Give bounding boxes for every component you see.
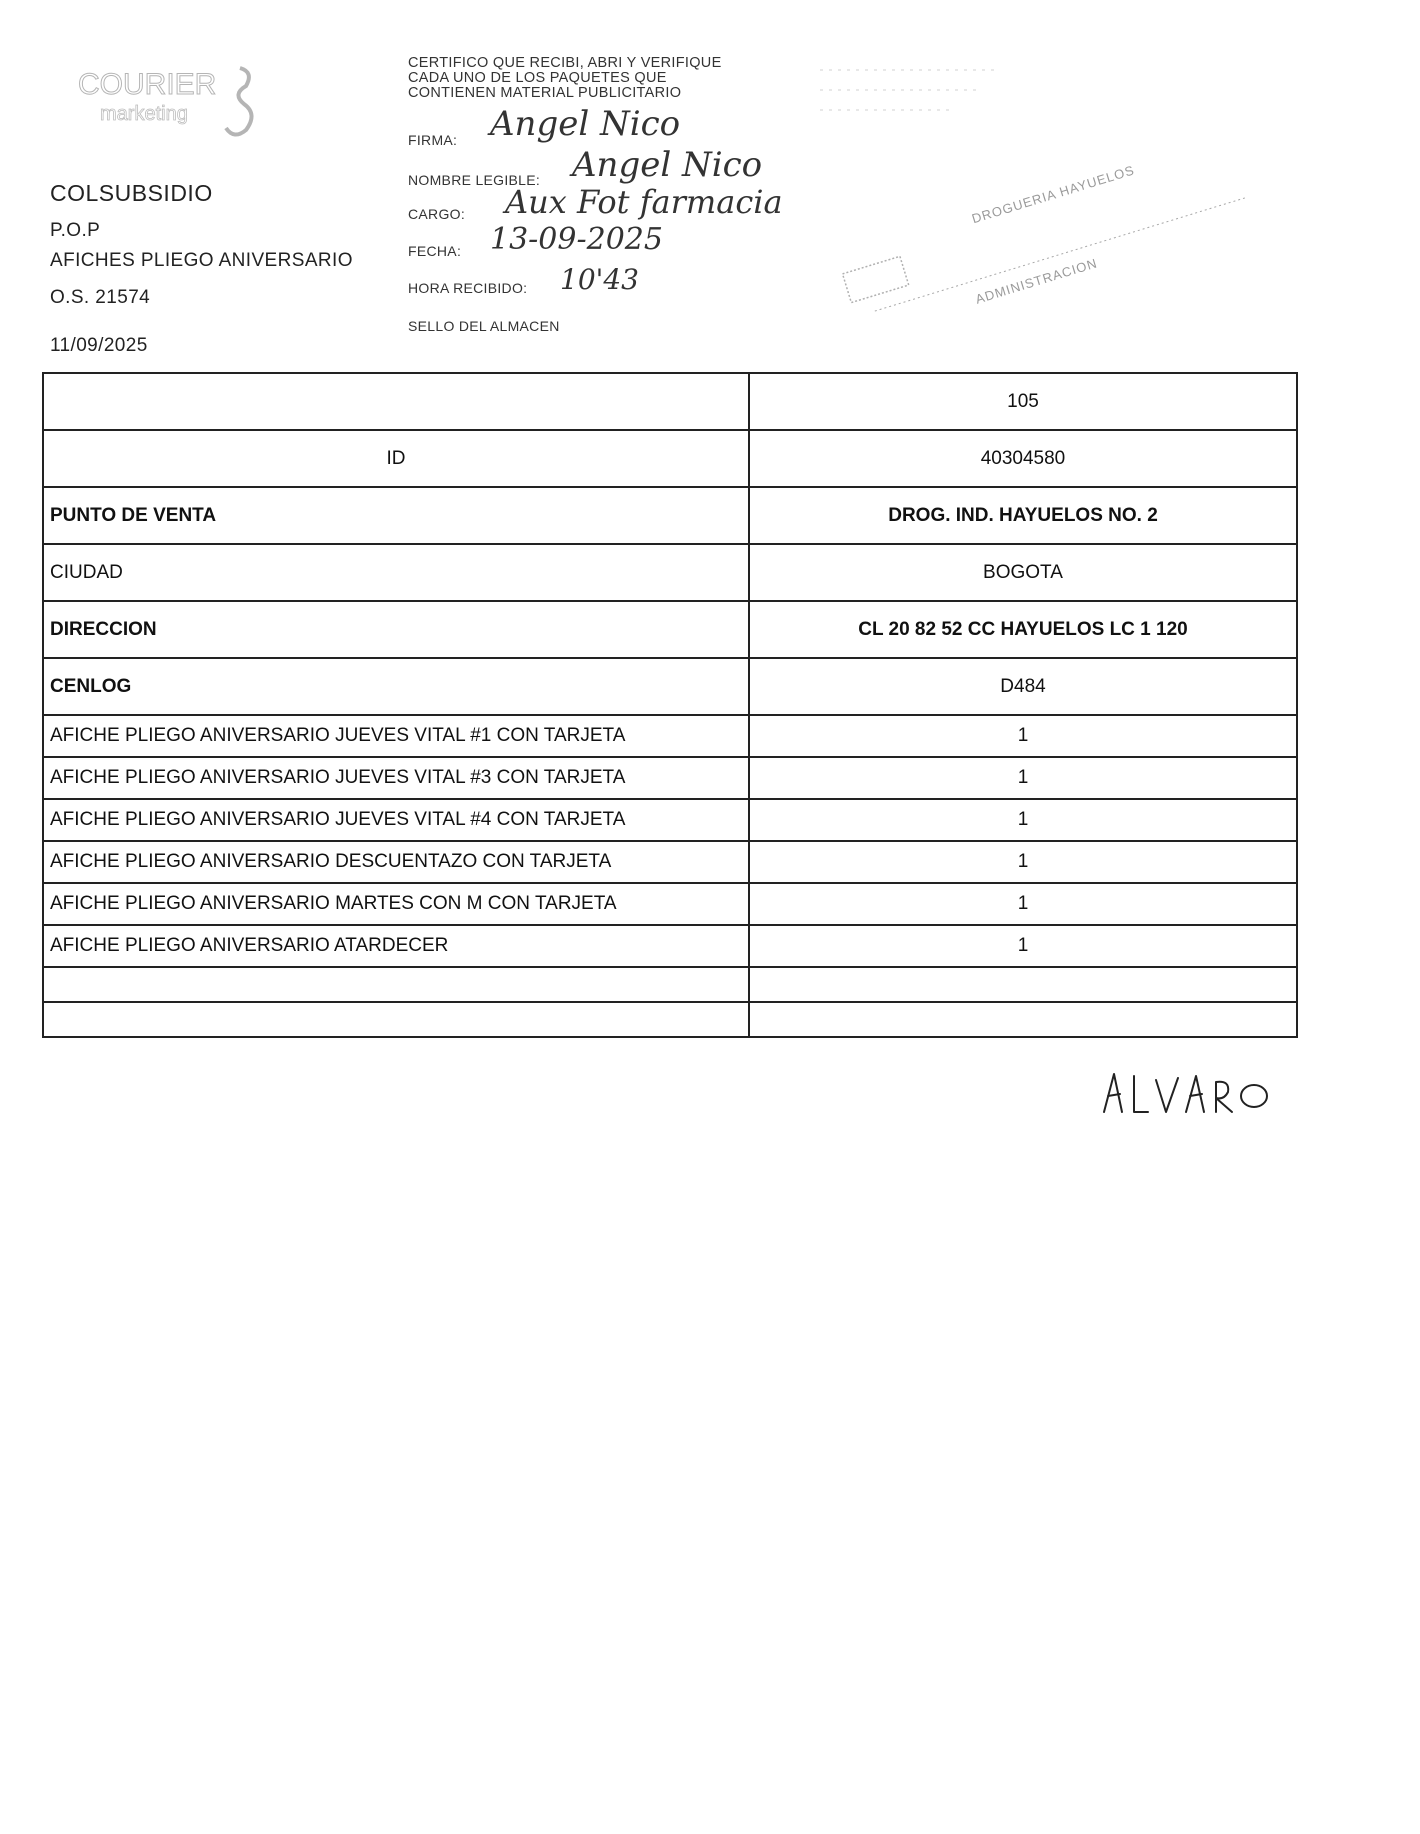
handwritten-name [1100,1068,1270,1118]
table-row [43,487,1297,544]
table-row [43,925,1297,967]
item-label: AFICHE PLIEGO ANIVERSARIO JUEVES VITAL #3 CON TARJETA [43,757,749,799]
row-value: BOGOTA [749,544,1297,601]
table-row [43,601,1297,658]
hora-label: HORA RECIBIDO: [408,280,528,296]
row-label: PUNTO DE VENTA [43,487,749,544]
sello-label: SELLO DEL ALMACEN [408,318,560,334]
header-date: 11/09/2025 [50,335,148,356]
nombre-value: Angel Nico [572,145,763,185]
header-pop: P.O.P [50,220,101,241]
row-value: D484 [749,658,1297,715]
row-value: CL 20 82 52 CC HAYUELOS LC 1 120 [749,601,1297,658]
fecha-value: 13-09-2025 [490,222,663,257]
table-row-empty [43,1002,1297,1037]
row-label: DIRECCION [43,601,749,658]
row-label: ID [43,430,749,487]
cargo-value: Aux Fot farmacia [505,183,783,221]
handwritten-name-graphic [1100,1068,1270,1118]
header-order-number: O.S. 21574 [50,287,151,308]
svg-text:marketing: marketing [100,103,188,125]
row-value: 40304580 [749,430,1297,487]
nombre-label: NOMBRE LEGIBLE: [408,172,541,188]
table-cell-empty [749,1002,1297,1037]
table-cell-empty [749,967,1297,1002]
certification-line: CONTIENEN MATERIAL PUBLICITARIO [408,85,682,101]
item-quantity: 1 [749,883,1297,925]
store-stamp-graphic [820,50,1270,330]
table-row [43,544,1297,601]
item-label: AFICHE PLIEGO ANIVERSARIO JUEVES VITAL #1 CON TARJETA [43,715,749,757]
firma-label: FIRMA: [408,132,458,148]
certification-text [408,56,722,101]
table-cell-empty [43,1002,749,1037]
item-label: AFICHE PLIEGO ANIVERSARIO DESCUENTAZO CON TARJETA [43,841,749,883]
table-row [43,883,1297,925]
item-quantity: 1 [749,757,1297,799]
item-quantity: 1 [749,925,1297,967]
table-row [43,799,1297,841]
item-label: AFICHE PLIEGO ANIVERSARIO ATARDECER [43,925,749,967]
top-number: 105 [749,373,1297,430]
delivery-table [42,372,1298,1038]
row-label: CENLOG [43,658,749,715]
table-row-empty [43,967,1297,1002]
row-value: DROG. IND. HAYUELOS NO. 2 [749,487,1297,544]
item-quantity: 1 [749,841,1297,883]
table-row [43,841,1297,883]
row-label: CIUDAD [43,544,749,601]
svg-text:ADMINISTRACION: ADMINISTRACION [973,255,1100,307]
fecha-label: FECHA: [408,243,462,259]
table-row [43,757,1297,799]
table-row [43,658,1297,715]
cargo-label: CARGO: [408,206,466,222]
client-name: COLSUBSIDIO [50,180,213,206]
certification-line: CADA UNO DE LOS PAQUETES QUE [408,70,667,86]
table-cell-empty [43,373,749,430]
header-campaign: AFICHES PLIEGO ANIVERSARIO [50,250,353,271]
table-row [43,715,1297,757]
item-label: AFICHE PLIEGO ANIVERSARIO JUEVES VITAL #4 CON TARJETA [43,799,749,841]
firma-signature: Angel Nico [490,104,681,144]
item-quantity: 1 [749,799,1297,841]
store-stamp [820,50,1270,330]
table-row [43,430,1297,487]
svg-text:COURIER: COURIER [78,68,217,101]
company-logo [70,62,270,142]
certification-line: CERTIFICO QUE RECIBI, ABRI Y VERIFIQUE [408,55,722,71]
item-quantity: 1 [749,715,1297,757]
company-logo-graphic [70,62,270,142]
hora-value: 10'43 [560,263,639,296]
table-cell-empty [43,967,749,1002]
table-row [43,373,1297,430]
item-label: AFICHE PLIEGO ANIVERSARIO MARTES CON M CON TARJETA [43,883,749,925]
svg-text:DROGUERIA HAYUELOS: DROGUERIA HAYUELOS [969,162,1137,227]
